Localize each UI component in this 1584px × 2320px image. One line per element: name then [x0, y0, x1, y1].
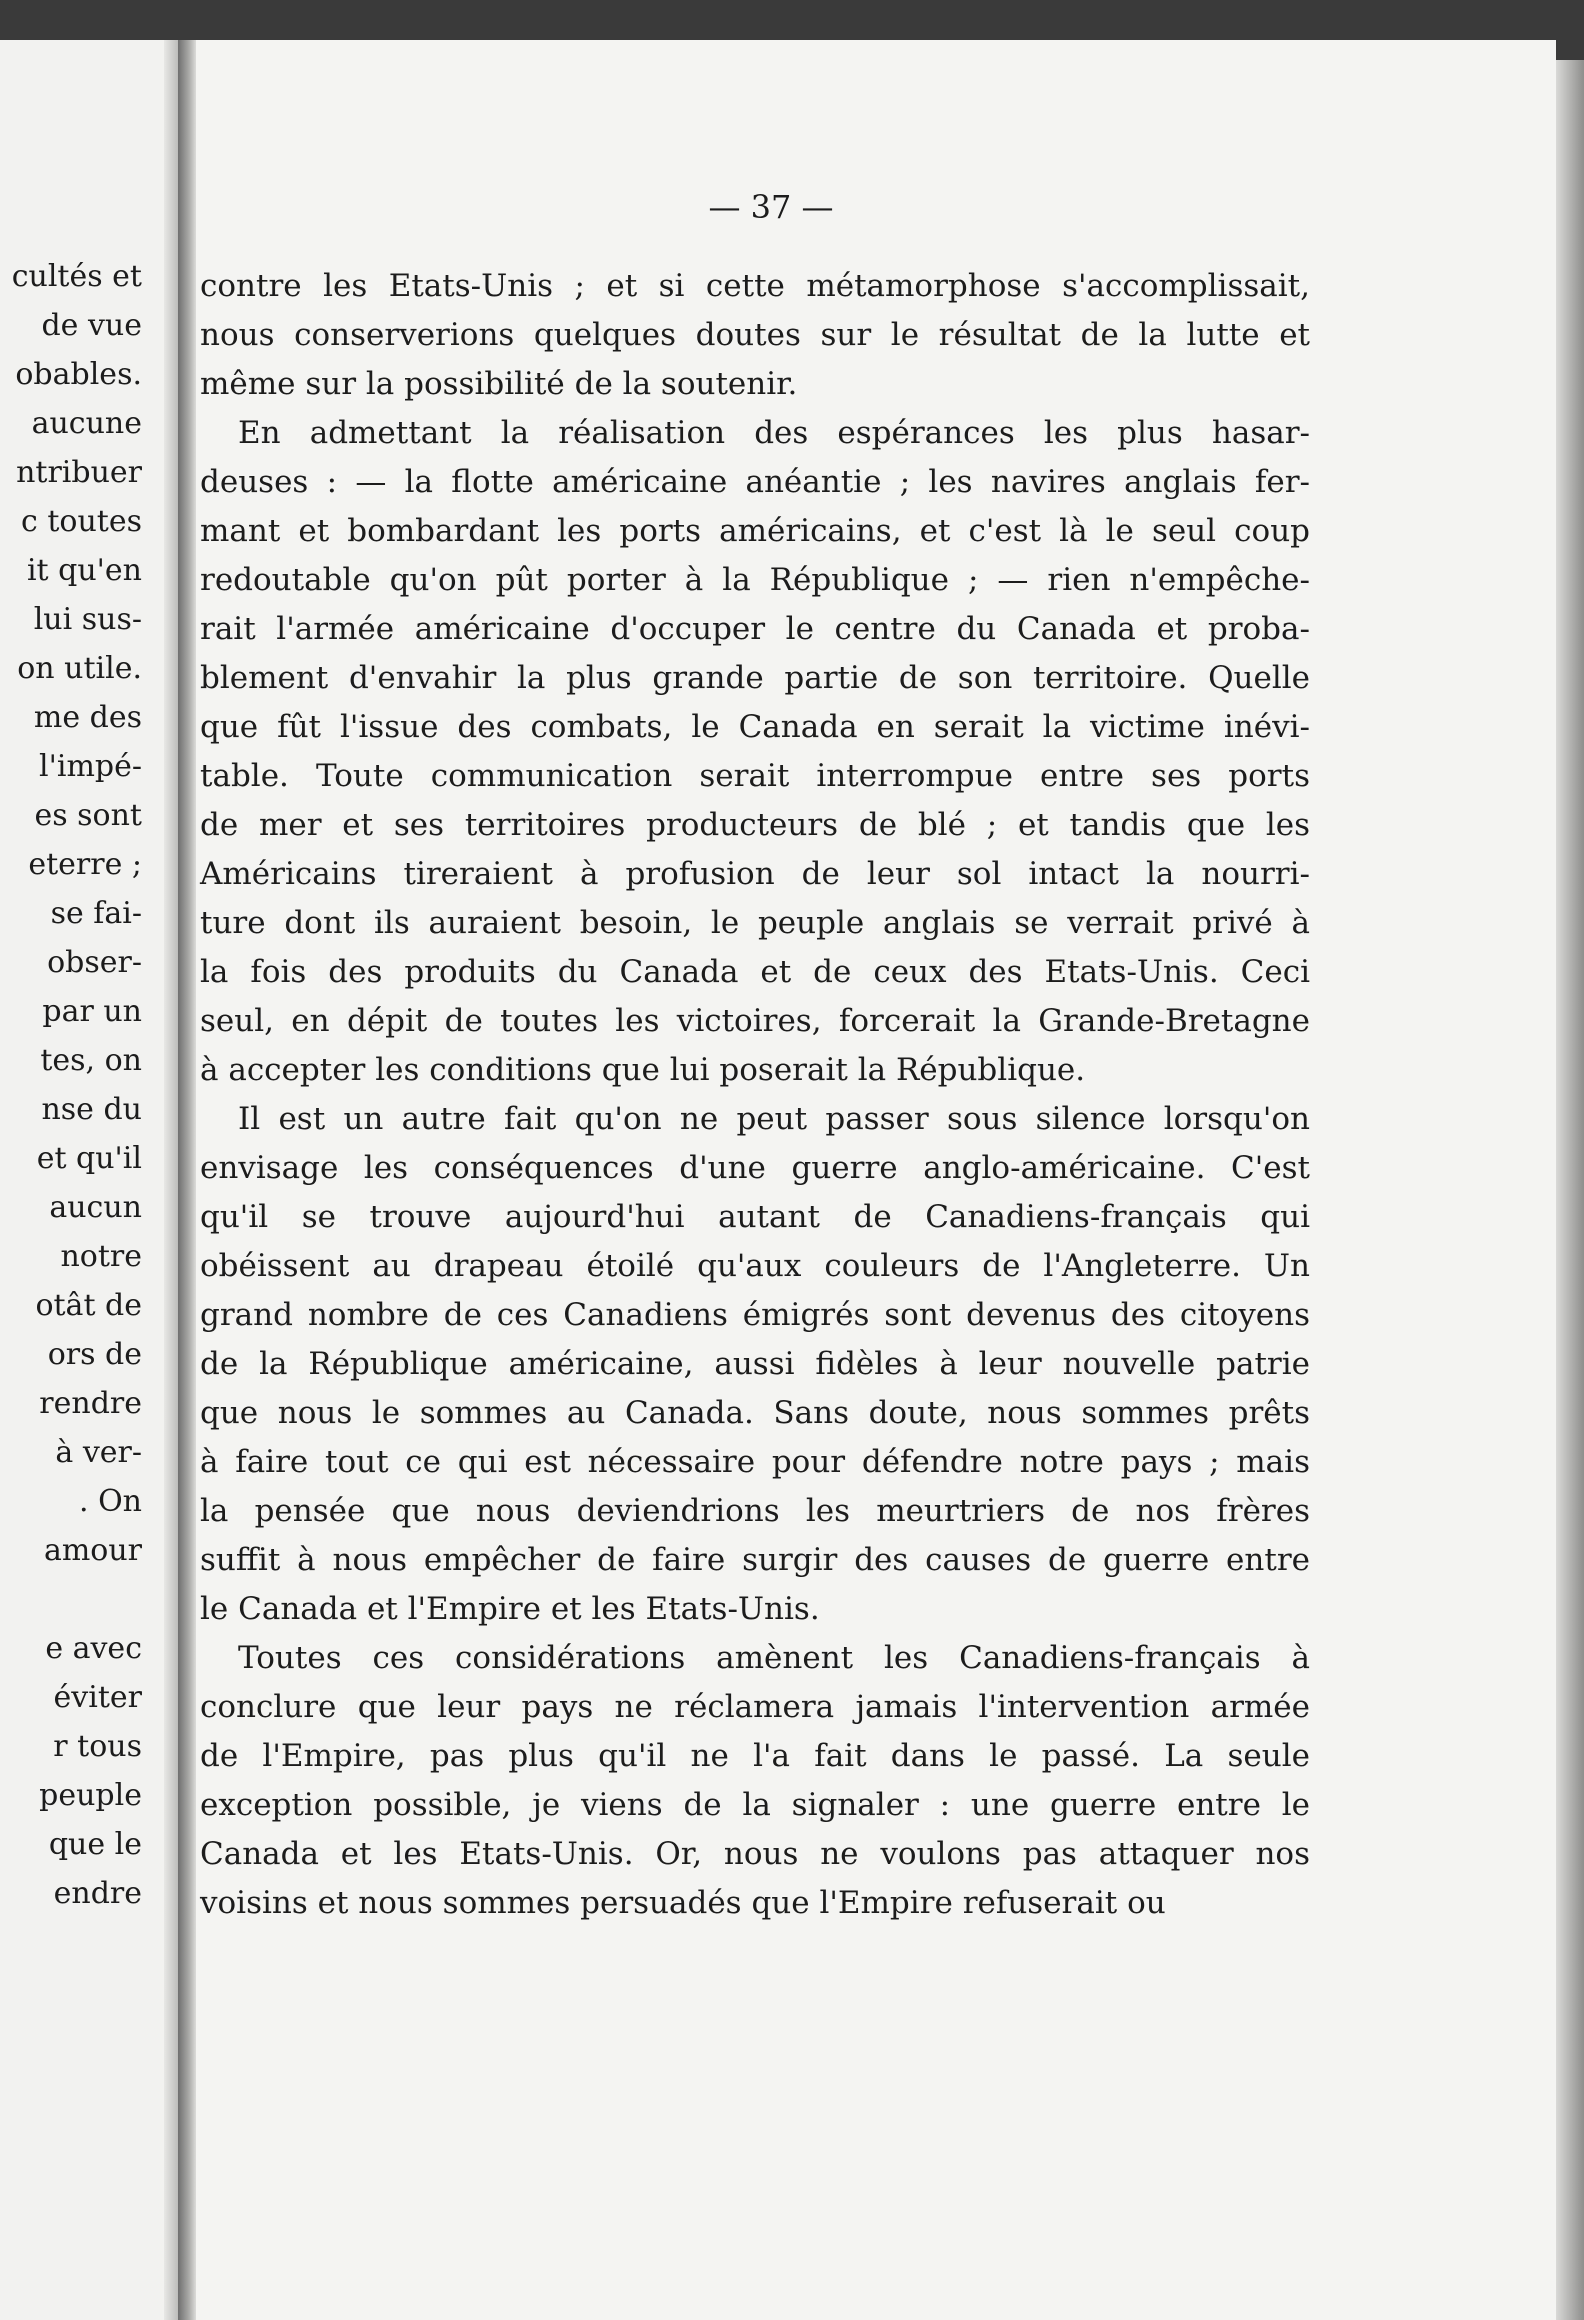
left-fragment-line: lui sus-: [33, 602, 142, 637]
text-line: même sur la possibilité de la soutenir.: [200, 366, 798, 402]
book-gutter: [178, 40, 196, 2320]
text-line: Canada et les Etats-Unis. Or, nous ne voulons pas attaquer nos: [200, 1836, 1310, 1872]
text-line: Il est un autre fait qu'on ne peut passer sous silence lorsqu'on: [238, 1101, 1310, 1137]
text-line: la pensée que nous deviendrions les meurtriers de nos frères: [200, 1493, 1310, 1529]
right-page: [196, 40, 1556, 2320]
left-fragment-line: aucune: [31, 406, 142, 441]
paragraph: [200, 1634, 1310, 1928]
left-fragment-line: notre: [60, 1239, 142, 1274]
text-line: à faire tout ce qui est nécessaire pour défendre notre pays ; mais: [200, 1444, 1310, 1480]
left-fragment-line: me des: [33, 700, 142, 735]
text-line: nous conserverions quelques doutes sur le résultat de la lutte et: [200, 317, 1310, 353]
left-fragment-line: cultés et: [11, 259, 142, 294]
paragraph: [200, 1095, 1310, 1634]
paragraph: [200, 262, 1310, 409]
left-fragment-line: tes, on: [40, 1043, 142, 1078]
left-fragment-line: obables.: [15, 357, 142, 392]
left-fragment-line: éviter: [53, 1680, 142, 1715]
left-fragment-line: de vue: [41, 308, 142, 343]
left-fragment-line: . On: [79, 1484, 142, 1519]
left-fragment-line: obser-: [47, 945, 142, 980]
left-fragment-line: on utile.: [17, 651, 142, 686]
left-fragment-line: l'impé-: [39, 749, 142, 784]
left-fragment-line: se fai-: [50, 896, 142, 931]
text-line: de la République américaine, aussi fidèles à leur nouvelle patrie: [200, 1346, 1310, 1382]
left-page-text-fragments: [0, 252, 142, 1918]
left-fragment-line: que le: [48, 1827, 142, 1862]
text-line: blement d'envahir la plus grande partie de son territoire. Quelle: [200, 660, 1310, 696]
left-fragment-line: it qu'en: [26, 553, 142, 588]
text-line: suffit à nous empêcher de faire surgir des causes de guerre entre: [200, 1542, 1310, 1578]
left-fragment-line: e avec: [45, 1631, 142, 1666]
left-fragment-line: nse du: [41, 1092, 142, 1127]
text-line: le Canada et l'Empire et les Etats-Unis.: [200, 1591, 820, 1627]
text-line: la fois des produits du Canada et de ceux des Etats-Unis. Ceci: [200, 954, 1310, 990]
paragraph: [200, 409, 1310, 1095]
text-line: ture dont ils auraient besoin, le peuple anglais se verrait privé à: [200, 905, 1310, 941]
text-line: exception possible, je viens de la signaler : une guerre entre le: [200, 1787, 1310, 1823]
text-line: à accepter les conditions que lui poserait la République.: [200, 1052, 1086, 1088]
left-fragment-line: es sont: [34, 798, 142, 833]
text-line: voisins et nous sommes persuadés que l'Empire refuserait ou: [200, 1885, 1166, 1921]
text-line: rait l'armée américaine d'occuper le centre du Canada et proba-: [200, 611, 1310, 647]
left-fragment-line: aucun: [49, 1190, 142, 1225]
left-page-edge: [164, 40, 178, 2320]
text-line: qu'il se trouve aujourd'hui autant de Canadiens-français qui: [200, 1199, 1310, 1235]
text-line: redoutable qu'on pût porter à la République ; — rien n'empêche-: [200, 562, 1310, 598]
left-fragment-line: endre: [53, 1876, 142, 1911]
left-fragment-line: amour: [43, 1533, 142, 1568]
left-fragment-line: rendre: [39, 1386, 142, 1421]
left-fragment-line: r tous: [53, 1729, 142, 1764]
left-fragment-line: par un: [42, 994, 142, 1029]
text-line: de l'Empire, pas plus qu'il ne l'a fait dans le passé. La seule: [200, 1738, 1310, 1774]
left-fragment-line: eterre ;: [28, 847, 142, 882]
text-line: deuses : — la flotte américaine anéantie ; les navires anglais fer-: [200, 464, 1310, 500]
left-fragment-line: c toutes: [21, 504, 142, 539]
text-line: En admettant la réalisation des espérances les plus hasar-: [238, 415, 1310, 451]
right-page-edge: [1556, 60, 1584, 2320]
left-fragment-line: ors de: [47, 1337, 142, 1372]
text-line: Toutes ces considérations amènent les Canadiens-français à: [238, 1640, 1310, 1676]
text-line: table. Toute communication serait interrompue entre ses ports: [200, 758, 1310, 794]
text-line: de mer et ses territoires producteurs de blé ; et tandis que les: [200, 807, 1310, 843]
left-fragment-line: ntribuer: [16, 455, 142, 490]
text-line: envisage les conséquences d'une guerre anglo-américaine. C'est: [200, 1150, 1310, 1186]
text-line: que fût l'issue des combats, le Canada en serait la victime inévi-: [200, 709, 1310, 745]
left-fragment-line: otât de: [35, 1288, 142, 1323]
left-fragment-line: à ver-: [55, 1435, 142, 1470]
text-line: seul, en dépit de toutes les victoires, forcerait la Grande-Bretagne: [200, 1003, 1310, 1039]
left-fragment-line: et qu'il: [36, 1141, 142, 1176]
text-line: Américains tireraient à profusion de leur sol intact la nourri-: [200, 856, 1310, 892]
body-text: [200, 262, 1310, 1928]
text-line: que nous le sommes au Canada. Sans doute, nous sommes prêts: [200, 1395, 1310, 1431]
page-number: — 37 —: [708, 188, 834, 226]
text-line: contre les Etats-Unis ; et si cette métamorphose s'accomplissait,: [200, 268, 1310, 304]
left-page: [0, 40, 178, 2320]
text-line: grand nombre de ces Canadiens émigrés sont devenus des citoyens: [200, 1297, 1310, 1333]
left-fragment-line: peuple: [39, 1778, 142, 1813]
text-line: mant et bombardant les ports américains, et c'est là le seul coup: [200, 513, 1310, 549]
text-line: conclure que leur pays ne réclamera jamais l'intervention armée: [200, 1689, 1310, 1725]
left-fragment-line: [0, 1575, 142, 1624]
text-line: obéissent au drapeau étoilé qu'aux couleurs de l'Angleterre. Un: [200, 1248, 1310, 1284]
